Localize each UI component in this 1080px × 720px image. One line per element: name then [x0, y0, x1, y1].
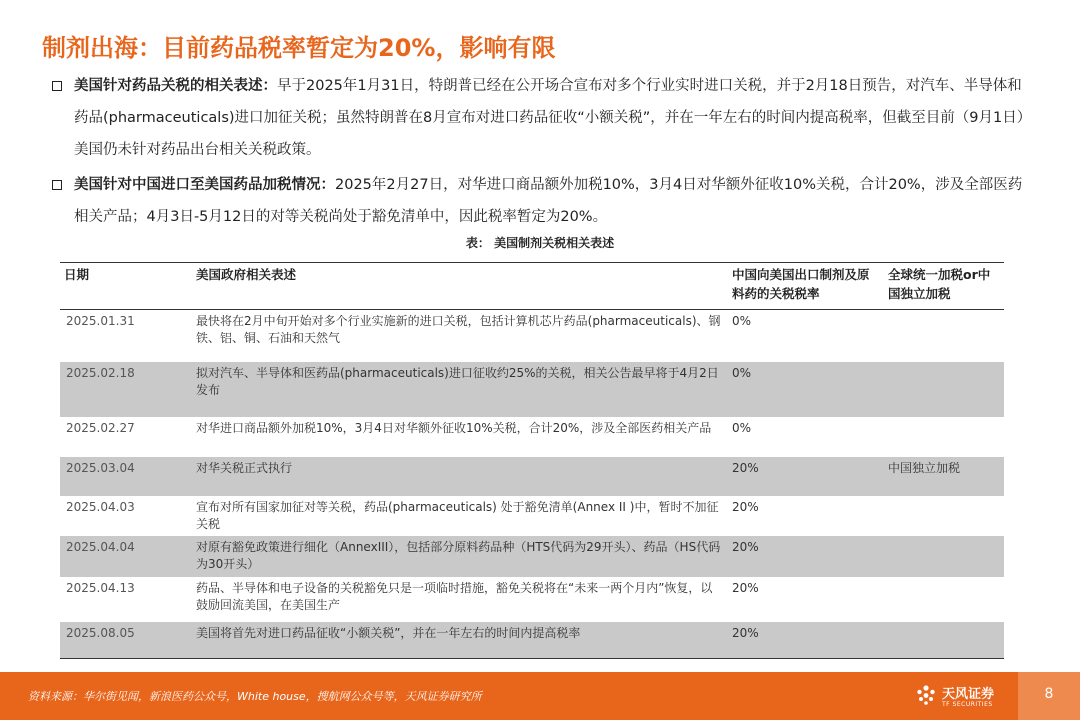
table-header-row: [60, 263, 1004, 310]
cell-rate: 0%: [732, 314, 752, 328]
table-row: [60, 536, 1004, 577]
bullet-text: 2025年2月27日，对华进口商品额外加税10%，3月4日对华额外征收10%关税，合计20%，涉及全部医药相关产品；4月3日-5月12日的对等关税尚处于豁免清单中，因此税率暂定为20%。: [74, 177, 1023, 225]
footer-bar: [0, 672, 1080, 720]
cell-date: 2025.03.04: [60, 457, 192, 496]
cell-type: [884, 310, 1004, 362]
cell-statement: 美国将首先对进口药品征收“小额关税”，并在一年左右的时间内提高税率: [192, 622, 728, 658]
page-title: 制剂出海：目前药品税率暂定为20%，影响有限: [42, 34, 556, 62]
cell-statement: 药品、半导体和电子设备的关税豁免只是一项临时措施，豁免关税将在“未来一两个月内”恢复，以鼓励回流美国，在美国生产: [196, 580, 713, 612]
company-logo: [914, 680, 1014, 714]
cell-type: [884, 417, 1004, 457]
cell-statement: 对华关税正式执行: [192, 457, 728, 496]
cell-statement: 拟对汽车、半导体和医药品(pharmaceuticals)进口征收约25%的关税，相关公告最早将于4月2日发布: [192, 362, 728, 417]
cell-type: [884, 362, 1004, 417]
bullet-us-drug-tariff: [52, 70, 1032, 166]
cell-type: [884, 536, 1004, 577]
table-row: [60, 457, 1004, 496]
table-row: [60, 622, 1004, 658]
cell-date: 2025.04.04: [60, 536, 192, 577]
cell-type: [884, 496, 1004, 536]
cell-rate: 20%: [728, 457, 884, 496]
cell-rate: 0%: [728, 362, 884, 417]
bullet-text: 早于2025年1月31日，特朗普已经在公开场合宣布对多个行业实时进口关税，并于2月18日预告，对汽车、半导体和药品(pharmaceuticals)进口加征关税；虽然特朗普在8月宣布对进口药品征收“小额关税”，并在一年左右的时间内提高税率，但截至目前（9月1日）美国仍未针对药品出台相关关税政策。: [74, 78, 1032, 158]
page-number-box: [1018, 672, 1080, 720]
cell-statement: 最快将在2月中旬开始对多个行业实施新的进口关税，包括计算机芯片药品(pharmaceuticals)、钢铁、铝、铜、石油和天然气: [196, 314, 721, 345]
cell-date: 2025.08.05: [60, 622, 192, 658]
table-row: [60, 577, 1004, 622]
cell-date: 2025.01.31: [66, 314, 135, 328]
bullet-lead: 美国针对药品关税的相关表述：: [74, 78, 277, 94]
cell-rate: 20%: [732, 499, 759, 514]
cell-type: 中国独立加税: [884, 457, 1004, 496]
table-row: [60, 362, 1004, 417]
cell-statement: 宣布对所有国家加征对等关税，药品(pharmaceuticals) 处于豁免清单(Annex II )中，暂时不加征关税: [196, 499, 719, 531]
cell-rate: 20%: [732, 580, 759, 595]
table-row: [60, 496, 1004, 536]
square-bullet-icon: [52, 81, 62, 91]
tariff-table: [60, 262, 1004, 659]
bullet-lead: 美国针对中国进口至美国药品加税情况：: [74, 177, 335, 193]
cell-date: 2025.04.13: [66, 580, 135, 595]
cell-date: 2025.02.27: [66, 420, 135, 435]
cell-type: [884, 577, 1004, 622]
cell-statement: 对华进口商品额外加税10%，3月4日对华额外征收10%关税，合计20%，涉及全部医药相关产品: [196, 420, 712, 435]
header-type: 全球统一加税or中国独立加税: [884, 263, 1004, 310]
cell-date: 2025.04.03: [66, 499, 135, 514]
square-bullet-icon: [52, 180, 62, 190]
cell-rate: 20%: [728, 622, 884, 658]
header-date: 日期: [60, 263, 192, 310]
bullet-china-drug-tariff: [52, 169, 1032, 233]
table-row: [60, 310, 1004, 362]
header-rate: 中国向美国出口制剂及原料药的关税税率: [728, 263, 884, 310]
table-caption: 表： 美国制剂关税相关表述: [465, 236, 615, 250]
page-number: 8: [1044, 686, 1054, 702]
header-statement: 美国政府相关表述: [192, 263, 728, 310]
cell-rate: 20%: [728, 536, 884, 577]
source-note: 资料来源：华尔街见闻，新浪医药公众号，White house，搜航网公众号等，天风证券研究所: [28, 690, 482, 703]
cell-date: 2025.02.18: [60, 362, 192, 417]
logo-subtext: TF SECURITIES: [942, 701, 993, 708]
cell-statement: 对原有豁免政策进行细化（AnnexIII），包括部分原料药品种（HTS代码为29开头）、药品（HS代码为30开头）: [192, 536, 728, 577]
tf-logo-icon: [914, 683, 938, 707]
cell-rate: 0%: [732, 420, 752, 435]
cell-type: [884, 622, 1004, 658]
logo-text: 天风证券: [942, 687, 995, 702]
table-row: [60, 417, 1004, 457]
